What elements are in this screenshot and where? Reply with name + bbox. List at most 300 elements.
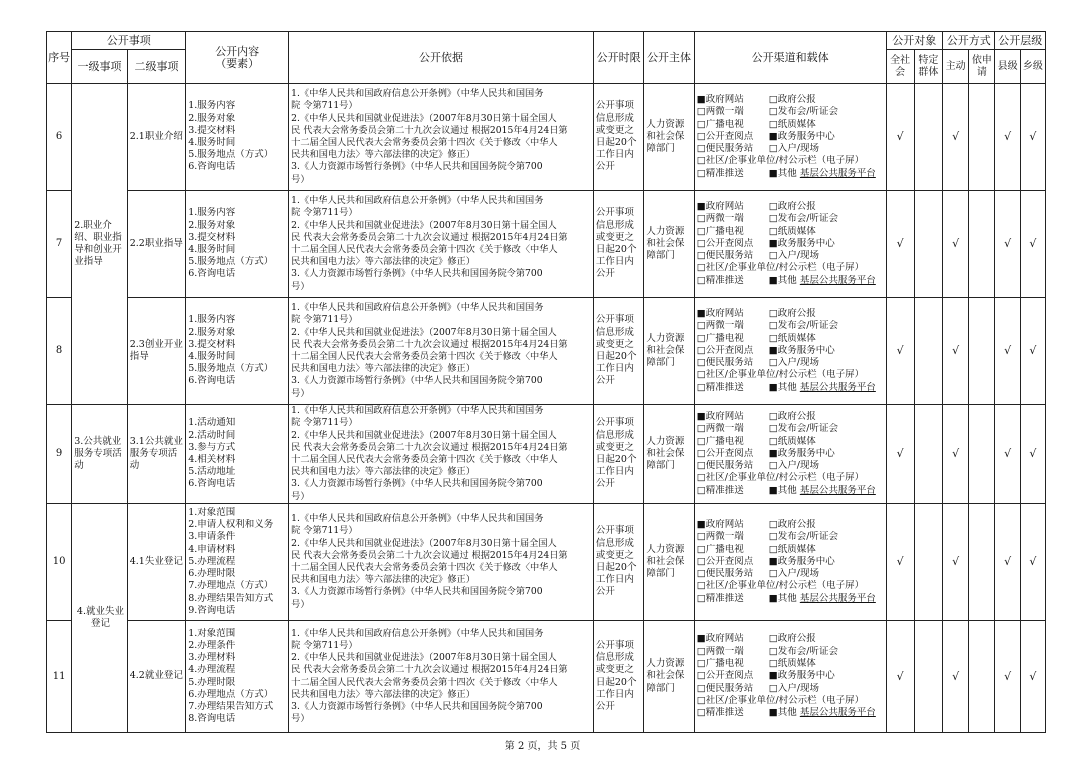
subject-cell xyxy=(644,191,694,298)
time-line: 工作日内 xyxy=(595,363,634,375)
time-line: 公开事项 xyxy=(595,207,634,219)
channel-option-platform: 基层公共服务平台 xyxy=(799,274,876,286)
channel-cell xyxy=(694,191,886,298)
basis-line: 1.《中华人民共和国政府信息公开条例》（中华人民共和国国务 xyxy=(291,195,544,207)
channel-option: □公开查阅点 xyxy=(696,670,754,682)
content-item: 4.申请材料 xyxy=(188,543,236,555)
channel-line xyxy=(697,544,886,556)
table-row xyxy=(47,621,1046,733)
basis-line: 院 令第711号） xyxy=(291,207,358,219)
level1-item: 2.职业介绍、职业指导和创业开业指导 xyxy=(72,84,128,405)
channel-option: □便民服务站 xyxy=(696,568,754,580)
channel-option: ■政府网站 xyxy=(696,200,744,212)
channel-option: □政府公报 xyxy=(768,518,816,530)
basis-line: 2.《中华人民共和国就业促进法》（2007年8月30日第十届全国人 xyxy=(291,219,557,231)
row-seq: 9 xyxy=(47,405,72,504)
subject-line: 和社会保 xyxy=(646,344,685,356)
basis-cell xyxy=(289,621,594,733)
check-mark: √ xyxy=(1020,298,1045,405)
empty-cell xyxy=(914,504,942,621)
channel-option: ■政府网站 xyxy=(696,410,744,422)
check-mark: √ xyxy=(943,298,969,405)
channel-option: □政府公报 xyxy=(768,200,816,212)
channel-option: □便民服务站 xyxy=(696,682,754,694)
channel-option-platform: 基层公共服务平台 xyxy=(799,381,876,393)
channel-option: ■政务服务中心 xyxy=(768,237,835,249)
subject-line: 人力资源 xyxy=(646,118,685,130)
basis-line: 2.《中华人民共和国就业促进法》（2007年8月30日第十届全国人 xyxy=(291,429,557,441)
channel-option: □发布会/听证会 xyxy=(768,423,838,435)
channel-option: □纸质媒体 xyxy=(768,543,816,555)
channel-option-platform: 基层公共服务平台 xyxy=(799,167,876,179)
basis-line: 民共和国电力法〉等六部法律的决定》修正） xyxy=(291,149,475,161)
content-item: 2.申请人权利和义务 xyxy=(188,519,274,531)
check-mark: √ xyxy=(995,504,1020,621)
check-mark: √ xyxy=(886,504,914,621)
time-line: 工作日内 xyxy=(595,688,634,700)
basis-line: 号） xyxy=(291,713,310,725)
level2-item: 4.2就业登记 xyxy=(127,621,186,733)
channel-option: □入户/现场 xyxy=(768,568,819,580)
table-row xyxy=(47,298,1046,405)
subject-cell xyxy=(644,405,694,504)
time-line: 公开 xyxy=(595,700,615,712)
basis-line: 3.《人力资源市场暂行条例》（中华人民共和国国务院令第700 xyxy=(291,478,543,490)
subject-line: 人力资源 xyxy=(646,225,685,237)
content-list xyxy=(186,84,289,191)
channel-option: □精准推送 xyxy=(696,707,744,719)
level2-item: 4.1失业登记 xyxy=(127,504,186,621)
time-line: 日起20个 xyxy=(595,562,637,573)
time-line: 信息形成 xyxy=(595,429,634,441)
basis-line: 1.《中华人民共和国政府信息公开条例》（中华人民共和国国务 xyxy=(291,405,544,417)
check-mark: √ xyxy=(943,191,969,298)
basis-line: 民共和国电力法〉等六部法律的决定》修正） xyxy=(291,256,475,268)
basis-line: 院 令第711号） xyxy=(291,525,358,537)
content-item: 6.办理时限 xyxy=(188,568,236,580)
row-seq: 6 xyxy=(47,84,72,191)
basis-line: 院 令第711号） xyxy=(291,314,358,326)
basis-cell xyxy=(289,84,594,191)
basis-line: 2.《中华人民共和国就业促进法》（2007年8月30日第十届全国人 xyxy=(291,112,557,124)
header-level-county: 县级 xyxy=(995,50,1020,84)
basis-line: 民 代表大会常务委员会第二十九次会议通过 根据2015年4月24日第 xyxy=(291,124,568,136)
basis-line: 1.《中华人民共和国政府信息公开条例》（中华人民共和国国务 xyxy=(291,513,544,525)
empty-cell xyxy=(969,84,995,191)
channel-option: □两微一端 xyxy=(696,645,744,657)
subject-line: 人力资源 xyxy=(646,543,685,555)
time-line: 日起20个 xyxy=(595,351,637,362)
time-line: 信息形成 xyxy=(595,652,634,664)
content-item: 4.服务时间 xyxy=(188,137,236,148)
channel-cell xyxy=(694,405,886,504)
check-mark: √ xyxy=(1020,84,1045,191)
header-level-group: 公开层级 xyxy=(995,32,1046,50)
content-item: 5.办理时限 xyxy=(188,676,236,688)
basis-line: 3.《人力资源市场暂行条例》（中华人民共和国国务院令第700 xyxy=(291,700,543,712)
check-mark: √ xyxy=(995,405,1020,504)
check-mark: √ xyxy=(886,191,914,298)
channel-option: □政府公报 xyxy=(768,93,816,105)
subject-line: 人力资源 xyxy=(646,332,685,344)
basis-line: 民共和国电力法〉等六部法律的决定》修正） xyxy=(291,574,475,586)
channel-line xyxy=(697,707,886,719)
channel-line xyxy=(697,423,886,435)
content-item: 2.服务对象 xyxy=(188,219,236,231)
header-basis: 公开依据 xyxy=(289,32,594,84)
time-line: 工作日内 xyxy=(595,466,634,478)
header-content-sub: （要素） xyxy=(215,56,260,70)
channel-option: ■政府网站 xyxy=(696,307,744,319)
content-item: 5.服务地点（方式） xyxy=(188,256,274,268)
content-item: 6.办理地点（方式） xyxy=(188,688,274,700)
empty-cell xyxy=(914,298,942,405)
channel-option: □广播电视 xyxy=(696,118,744,130)
basis-line: 民共和国电力法〉等六部法律的决定》修正） xyxy=(291,363,475,375)
content-item: 1.对象范围 xyxy=(188,507,236,519)
empty-cell xyxy=(969,298,995,405)
subject-line: 障部门 xyxy=(646,357,675,369)
basis-line: 民共和国电力法〉等六部法律的决定》修正） xyxy=(291,466,475,478)
basis-line: 民 代表大会常务委员会第二十九次会议通过 根据2015年4月24日第 xyxy=(291,664,568,676)
check-mark: √ xyxy=(943,84,969,191)
channel-line xyxy=(697,556,886,568)
subject-line: 障部门 xyxy=(646,682,675,694)
basis-line: 十二届全国人民代表大会常务委员会第十四次《关于修改〈中华人 xyxy=(291,676,558,688)
channel-cell xyxy=(694,504,886,621)
time-line: 公开事项 xyxy=(595,639,634,651)
basis-cell xyxy=(289,504,594,621)
channel-line xyxy=(697,436,886,448)
channel-cell xyxy=(694,298,886,405)
channel-option: □纸质媒体 xyxy=(768,435,816,447)
header-time: 公开时限 xyxy=(593,32,643,84)
channel-option: □入户/现场 xyxy=(768,357,819,369)
content-item: 7.办理结果告知方式 xyxy=(188,700,274,712)
time-line: 或变更之 xyxy=(595,231,634,243)
subject-line: 障部门 xyxy=(646,143,675,155)
channel-option: ■政务服务中心 xyxy=(768,670,835,682)
check-mark: √ xyxy=(1020,621,1045,733)
subject-line: 障部门 xyxy=(646,250,675,262)
subject-cell xyxy=(644,84,694,191)
basis-line: 1.《中华人民共和国政府信息公开条例》（中华人民共和国国务 xyxy=(291,302,544,314)
channel-option: □两微一端 xyxy=(696,320,744,332)
channel-line xyxy=(697,106,886,118)
level1-item: 4.就业失业登记 xyxy=(72,504,128,733)
channel-option: □精准推送 xyxy=(696,274,744,286)
basis-line: 3.《人力资源市场暂行条例》（中华人民共和国国务院令第700 xyxy=(291,375,543,387)
time-line: 公开事项 xyxy=(595,525,634,537)
channel-line: □社区/企事业单位/村公示栏（电子屏） xyxy=(696,155,865,167)
channel-option: ■政府网站 xyxy=(696,518,744,530)
channel-option: □发布会/听证会 xyxy=(768,531,838,543)
channel-option: □广播电视 xyxy=(696,225,744,237)
basis-line: 3.《人力资源市场暂行条例》（中华人民共和国国务院令第700 xyxy=(291,161,543,173)
empty-cell xyxy=(969,405,995,504)
content-item: 3.提交材料 xyxy=(188,338,236,350)
content-list xyxy=(186,621,289,733)
subject-line: 人力资源 xyxy=(646,658,685,670)
channel-option: □广播电视 xyxy=(696,658,744,670)
channel-line xyxy=(697,633,886,645)
subject-cell xyxy=(644,504,694,621)
channel-option: □入户/现场 xyxy=(768,682,819,694)
channel-option: ■政府网站 xyxy=(696,633,744,645)
channel-line xyxy=(697,411,886,423)
subject-line: 和社会保 xyxy=(646,237,685,249)
empty-cell xyxy=(914,405,942,504)
subject-line: 和社会保 xyxy=(646,670,685,682)
channel-line: □社区/企事业单位/村公示栏（电子屏） xyxy=(696,472,865,484)
channel-option: □便民服务站 xyxy=(696,460,754,472)
channel-option: ■其他 xyxy=(768,167,797,179)
subject-line: 和社会保 xyxy=(646,555,685,567)
header-method-group: 公开方式 xyxy=(943,32,995,50)
level1-item: 3.公共就业服务专项活动 xyxy=(72,405,128,504)
channel-option: □公开查阅点 xyxy=(696,555,754,567)
check-mark: √ xyxy=(943,405,969,504)
time-line: 公开 xyxy=(595,375,615,387)
basis-line: 院 令第711号） xyxy=(291,639,358,651)
channel-option: □发布会/听证会 xyxy=(768,645,838,657)
basis-line: 十二届全国人民代表大会常务委员会第十四次《关于修改〈中华人 xyxy=(291,244,558,255)
content-item: 7.办理地点（方式） xyxy=(188,580,274,592)
channel-option: □发布会/听证会 xyxy=(768,320,838,332)
channel-line xyxy=(697,568,886,580)
header-level2: 二级事项 xyxy=(127,50,186,84)
time-line: 工作日内 xyxy=(595,256,634,268)
time-line: 公开 xyxy=(595,586,615,598)
channel-line xyxy=(697,345,886,357)
basis-line: 十二届全国人民代表大会常务委员会第十四次《关于修改〈中华人 xyxy=(291,351,558,362)
content-list xyxy=(186,298,289,405)
channel-option: ■其他 xyxy=(768,707,797,719)
time-line: 公开事项 xyxy=(595,417,634,429)
channel-line xyxy=(697,119,886,131)
content-item: 8.咨询电话 xyxy=(188,713,236,725)
channel-line xyxy=(697,357,886,369)
empty-cell xyxy=(969,191,995,298)
channel-option: □发布会/听证会 xyxy=(768,213,838,225)
table-row xyxy=(47,84,1046,191)
basis-line: 号） xyxy=(291,280,310,292)
header-level1: 一级事项 xyxy=(72,50,128,84)
level2-item: 2.2职业指导 xyxy=(127,191,186,298)
basis-line: 号） xyxy=(291,490,310,502)
channel-cell xyxy=(694,621,886,733)
channel-option: □入户/现场 xyxy=(768,143,819,155)
channel-line: □社区/企事业单位/村公示栏（电子屏） xyxy=(696,262,865,274)
channel-option: □纸质媒体 xyxy=(768,658,816,670)
header-content xyxy=(186,32,289,84)
time-line: 信息形成 xyxy=(595,112,634,124)
channel-option: □公开查阅点 xyxy=(696,130,754,142)
content-item: 6.咨询电话 xyxy=(188,161,236,173)
channel-line xyxy=(697,320,886,332)
time-cell xyxy=(593,84,643,191)
content-item: 1.服务内容 xyxy=(188,207,236,219)
header-level-town: 乡级 xyxy=(1020,50,1045,84)
time-line: 日起20个 xyxy=(595,676,637,688)
time-line: 日起20个 xyxy=(595,137,637,148)
subject-line: 障部门 xyxy=(646,460,675,472)
channel-line xyxy=(697,226,886,238)
content-item: 4.相关材料 xyxy=(188,454,236,465)
time-line: 或变更之 xyxy=(595,124,634,136)
content-item: 4.办理流程 xyxy=(188,664,236,676)
channel-option: □广播电视 xyxy=(696,543,744,555)
channel-line xyxy=(697,201,886,213)
header-target-specific: 特定群体 xyxy=(914,50,942,84)
channel-option: □入户/现场 xyxy=(768,460,819,472)
basis-line: 号） xyxy=(291,173,310,185)
channel-line: □社区/企事业单位/村公示栏（电子屏） xyxy=(696,369,865,381)
basis-line: 1.《中华人民共和国政府信息公开条例》（中华人民共和国国务 xyxy=(291,88,544,100)
content-item: 2.服务对象 xyxy=(188,112,236,124)
basis-line: 民 代表大会常务委员会第二十九次会议通过 根据2015年4月24日第 xyxy=(291,549,568,561)
channel-line xyxy=(697,646,886,658)
channel-line xyxy=(697,593,886,605)
table-row xyxy=(47,405,1046,504)
channel-option: □纸质媒体 xyxy=(768,332,816,344)
channel-option: □公开查阅点 xyxy=(696,237,754,249)
channel-line xyxy=(697,460,886,472)
content-item: 5.活动地址 xyxy=(188,466,236,478)
channel-line xyxy=(697,143,886,155)
header-subject: 公开主体 xyxy=(644,32,694,84)
content-item: 1.活动通知 xyxy=(188,417,236,429)
channel-option: □公开查阅点 xyxy=(696,344,754,356)
channel-line xyxy=(697,485,886,497)
empty-cell xyxy=(969,621,995,733)
channel-option: ■其他 xyxy=(768,274,797,286)
subject-line: 和社会保 xyxy=(646,447,685,459)
header-target-all: 全社会 xyxy=(886,50,914,84)
channel-option: □公开查阅点 xyxy=(696,447,754,459)
subject-line: 障部门 xyxy=(646,568,675,580)
channel-option-platform: 基层公共服务平台 xyxy=(799,707,876,719)
subject-cell xyxy=(644,298,694,405)
channel-option: □广播电视 xyxy=(696,332,744,344)
content-item: 3.提交材料 xyxy=(188,231,236,243)
check-mark: √ xyxy=(943,621,969,733)
channel-option: ■政务服务中心 xyxy=(768,447,835,459)
channel-option: □便民服务站 xyxy=(696,143,754,155)
channel-line: □社区/企事业单位/村公示栏（电子屏） xyxy=(696,580,865,592)
time-line: 工作日内 xyxy=(595,149,634,161)
channel-option: □精准推送 xyxy=(696,167,744,179)
basis-line: 3.《人力资源市场暂行条例》（中华人民共和国国务院令第700 xyxy=(291,268,543,280)
header-method-apply: 依申请 xyxy=(969,50,995,84)
channel-cell xyxy=(694,84,886,191)
check-mark: √ xyxy=(995,298,1020,405)
subject-line: 和社会保 xyxy=(646,130,685,142)
time-cell xyxy=(593,405,643,504)
channel-option: □便民服务站 xyxy=(696,357,754,369)
subject-cell xyxy=(644,621,694,733)
content-item: 1.服务内容 xyxy=(188,314,236,326)
channel-option: □政府公报 xyxy=(768,307,816,319)
check-mark: √ xyxy=(886,84,914,191)
row-seq: 7 xyxy=(47,191,72,298)
time-cell xyxy=(593,298,643,405)
channel-line xyxy=(697,382,886,394)
row-seq: 8 xyxy=(47,298,72,405)
channel-line xyxy=(697,333,886,345)
page-footer: 第 2 页，共 5 页 xyxy=(504,741,581,752)
time-line: 公开 xyxy=(595,478,615,490)
content-item: 5.服务地点（方式） xyxy=(188,363,274,375)
content-item: 1.对象范围 xyxy=(188,627,236,639)
basis-line: 民 代表大会常务委员会第二十九次会议通过 根据2015年4月24日第 xyxy=(291,441,568,453)
time-line: 或变更之 xyxy=(595,338,634,350)
channel-option: ■其他 xyxy=(768,484,797,496)
check-mark: √ xyxy=(886,298,914,405)
basis-line: 1.《中华人民共和国政府信息公开条例》（中华人民共和国国务 xyxy=(291,627,544,639)
time-line: 或变更之 xyxy=(595,549,634,561)
basis-line: 2.《中华人民共和国就业促进法》（2007年8月30日第十届全国人 xyxy=(291,652,557,664)
content-list xyxy=(186,504,289,621)
basis-line: 3.《人力资源市场暂行条例》（中华人民共和国国务院令第700 xyxy=(291,586,543,598)
check-mark: √ xyxy=(995,191,1020,298)
disclosure-table xyxy=(46,31,1046,733)
content-list xyxy=(186,191,289,298)
header-target-group: 公开对象 xyxy=(886,32,943,50)
basis-line: 民 代表大会常务委员会第二十九次会议通过 根据2015年4月24日第 xyxy=(291,338,568,350)
header-method-active: 主动 xyxy=(943,50,969,84)
level2-item: 3.1公共就业服务专项活动 xyxy=(127,405,186,504)
content-item: 6.咨询电话 xyxy=(188,375,236,387)
time-line: 日起20个 xyxy=(595,244,637,255)
channel-line: □社区/企事业单位/村公示栏（电子屏） xyxy=(696,694,865,706)
check-mark: √ xyxy=(943,504,969,621)
time-line: 信息形成 xyxy=(595,326,634,338)
channel-option-platform: 基层公共服务平台 xyxy=(799,592,876,604)
channel-option: □精准推送 xyxy=(696,592,744,604)
time-line: 公开事项 xyxy=(595,314,634,326)
basis-line: 十二届全国人民代表大会常务委员会第十四次《关于修改〈中华人 xyxy=(291,454,558,465)
time-line: 工作日内 xyxy=(595,574,634,586)
time-line: 或变更之 xyxy=(595,441,634,453)
header-channel: 公开渠道和载体 xyxy=(694,32,886,84)
time-line: 日起20个 xyxy=(595,454,637,465)
basis-line: 院 令第711号） xyxy=(291,417,358,429)
channel-option: □两微一端 xyxy=(696,213,744,225)
channel-option: □便民服务站 xyxy=(696,250,754,262)
basis-cell xyxy=(289,191,594,298)
channel-option: □两微一端 xyxy=(696,531,744,543)
channel-option-platform: 基层公共服务平台 xyxy=(799,484,876,496)
empty-cell xyxy=(914,621,942,733)
channel-line xyxy=(697,94,886,106)
header-content-title: 公开内容 xyxy=(215,44,260,58)
header-items-group: 公开事项 xyxy=(72,32,186,50)
content-item: 8.办理结果告知方式 xyxy=(188,592,274,604)
basis-line: 号） xyxy=(291,598,310,610)
empty-cell xyxy=(969,504,995,621)
content-item: 5.服务地点（方式） xyxy=(188,149,274,161)
channel-line xyxy=(697,250,886,262)
check-mark: √ xyxy=(1020,191,1045,298)
time-line: 公开事项 xyxy=(595,100,634,112)
content-item: 2.活动时间 xyxy=(188,429,236,441)
channel-option: □发布会/听证会 xyxy=(768,106,838,118)
content-item: 3.申请条件 xyxy=(188,531,236,543)
basis-line: 2.《中华人民共和国就业促进法》（2007年8月30日第十届全国人 xyxy=(291,326,557,338)
channel-line xyxy=(697,131,886,143)
basis-cell xyxy=(289,405,594,504)
